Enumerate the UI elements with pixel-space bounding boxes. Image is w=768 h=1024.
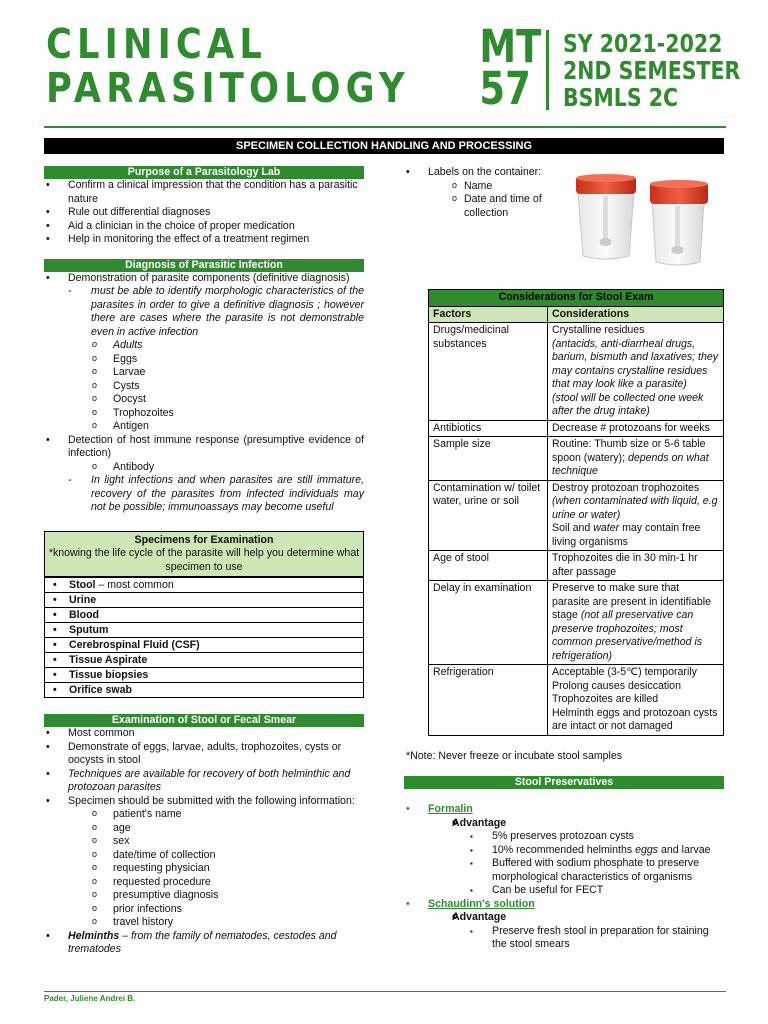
- consideration-text: water: [593, 522, 620, 534]
- course-code-line-1: MT: [479, 20, 542, 73]
- table-row: [429, 437, 724, 481]
- table-row: • Cerebrospinal Fluid (CSF): [45, 638, 364, 653]
- list-item: • Specimen should be submitted with the following information:: [44, 795, 364, 809]
- footer-rule: [44, 991, 726, 992]
- consideration-text: Helminth eggs and protozoan cysts are intact or not damaged: [552, 706, 718, 732]
- sub-item: o Eggs: [44, 353, 364, 367]
- list-item: • Demonstrate of eggs, larvae, adults, trophozoites, cysts or oocysts in stool: [44, 741, 364, 768]
- stool-exam-heading: Examination of Stool or Fecal Smear: [44, 714, 364, 727]
- table-row: • Tissue biopsies: [45, 668, 364, 683]
- consideration-text: Crystalline residues: [552, 324, 645, 336]
- consideration-cell: [548, 323, 724, 421]
- consideration-text: Trophozoites are killed: [552, 693, 659, 705]
- sub-item: o sex: [44, 835, 364, 849]
- cup-2: [650, 180, 708, 265]
- stool-exam-list: [44, 727, 364, 957]
- page-title: [46, 22, 469, 110]
- specimen-item: Cerebrospinal Fluid (CSF): [69, 639, 200, 651]
- cup-1: [576, 174, 636, 259]
- label-item: o Date and time of collection: [404, 193, 574, 220]
- sub-item: o Trophozoites: [44, 407, 364, 421]
- list-item: • Aid a clinician in the choice of proper medication: [44, 220, 364, 234]
- sub-item: o Larvae: [44, 366, 364, 380]
- semester: 2ND SEMESTER: [563, 56, 741, 85]
- advantage-item: ▪ Buffered with sodium phosphate to preserve morphological characteristics of organisms: [404, 857, 724, 884]
- note-item: - In light infections and when parasites are still immature, recovery of the parasites from infected individuals may not be possible; immunoassays may become useful: [44, 474, 364, 515]
- consideration-text: (not all preservative can preserve trophozoites; most common preservative/method is refrigeration): [552, 609, 703, 662]
- specimen-cups-image: [572, 170, 720, 270]
- specimen-item: Tissue biopsies: [69, 669, 149, 681]
- specimen-stool: Stool: [69, 579, 96, 591]
- list-item: • Demonstration of parasite components (definitive diagnosis): [44, 272, 364, 286]
- table-row: • Urine: [45, 593, 364, 608]
- table-row: • Tissue Aspirate: [45, 653, 364, 668]
- specimen-stool-note: – most common: [95, 579, 174, 591]
- consideration-cell: Trophozoites die in 30 min-1 hr after passage: [548, 551, 724, 581]
- formalin-item: [404, 803, 724, 817]
- table-row: • Sputum: [45, 623, 364, 638]
- sub-item: o date/time of collection: [44, 849, 364, 863]
- note-item: - must be able to identify morphologic characteristics of the parasites in order to give a definitive diagnosis ; however there are cases where the parasite is not demonstrable even in active infection: [44, 285, 364, 339]
- table-row: • Stool – most common: [45, 578, 364, 593]
- table-row: [429, 665, 724, 736]
- consideration-text: Acceptable (3-5℃) temporarily: [552, 666, 697, 678]
- advantage-item: ▪ 5% preserves protozoan cysts: [404, 830, 724, 844]
- sub-item: o Antigen: [44, 420, 364, 434]
- specimens-heading: Specimens for Examination: [134, 533, 274, 546]
- consideration-text: Soil and: [552, 522, 594, 534]
- specimen-item: Tissue Aspirate: [69, 654, 148, 666]
- sub-item: o patient's name: [44, 808, 364, 822]
- consideration-text: Destroy protozoan trophozoites: [552, 481, 700, 494]
- col-header-factors: Factors: [429, 306, 548, 323]
- helminths-desc: – from the family of nematodes, cestodes and trematodes: [68, 929, 337, 955]
- course-code: [474, 20, 542, 115]
- table-row: [429, 420, 724, 437]
- diagnosis-list: [44, 272, 364, 515]
- course-code-line-2: 57: [479, 62, 531, 115]
- advantage-label: o Advantage: [404, 911, 724, 925]
- consideration-cell: [548, 581, 724, 665]
- formalin-label: Formalin: [428, 803, 473, 815]
- specimen-item: Sputum: [69, 624, 109, 636]
- table-title-row: [429, 290, 724, 307]
- list-item: [44, 930, 364, 957]
- sub-item: o travel history: [44, 916, 364, 930]
- advantage-text: and larvae: [658, 843, 711, 856]
- main-heading: SPECIMEN COLLECTION HANDLING AND PROCESSING: [44, 138, 724, 154]
- factor-cell: Age of stool: [429, 551, 548, 581]
- sub-item: o presumptive diagnosis: [44, 889, 364, 903]
- table-row: [429, 323, 724, 421]
- factor-cell: Contamination w/ toilet water, urine or soil: [429, 480, 548, 551]
- consideration-text: (when contaminated with liquid, e.g urine or water): [552, 495, 718, 521]
- header-divider: [546, 30, 549, 110]
- factor-cell: Refrigeration: [429, 665, 548, 736]
- purpose-heading: Purpose of a Parasitology Lab: [44, 166, 364, 179]
- sub-item: o requested procedure: [44, 876, 364, 890]
- table-row: [429, 551, 724, 581]
- table-header-row: [429, 306, 724, 323]
- list-item: • Help in monitoring the effect of a treatment regimen: [44, 233, 364, 247]
- advantage-item: [404, 844, 724, 858]
- schaudinn-item: [404, 898, 724, 912]
- sub-item: o Adults: [44, 339, 364, 353]
- left-column: [44, 166, 364, 957]
- label-item: o Name: [404, 180, 574, 194]
- sub-item: o prior infections: [44, 903, 364, 917]
- factor-cell: Sample size: [429, 437, 548, 481]
- term-info: [563, 30, 768, 111]
- consideration-text: Preserve to make sure that parasite are present in identifiable stage: [552, 582, 712, 621]
- table-row: • Blood: [45, 608, 364, 623]
- specimens-header: [44, 531, 364, 578]
- specimen-item: Blood: [69, 609, 100, 621]
- preservatives-heading: Stool Preservatives: [404, 776, 724, 789]
- list-item: • Most common: [44, 727, 364, 741]
- factor-cell: Delay in examination: [429, 581, 548, 665]
- footer-author: Pader, Juliene Andrei B.: [44, 994, 136, 1003]
- labels-section: [404, 166, 574, 220]
- considerations-table: [428, 289, 724, 736]
- schaudinn-label: Schaudinn's solution: [428, 897, 535, 910]
- section: BSMLS 2C: [563, 83, 679, 112]
- specimens-subheading: *knowing the life cycle of the parasite will help you determine what specimen to use: [48, 547, 360, 573]
- consideration-text: Routine: Thumb size or 5-6 table spoon (watery);: [552, 438, 706, 464]
- labels-intro: • Labels on the container:: [404, 166, 574, 180]
- consideration-cell: [548, 480, 724, 551]
- sub-item: o Oocyst: [44, 393, 364, 407]
- consideration-cell: Decrease # protozoans for weeks: [548, 420, 724, 437]
- advantage-text: eggs: [635, 843, 659, 856]
- considerations-title: Considerations for Stool Exam: [429, 290, 724, 307]
- sub-item: o Antibody: [44, 461, 364, 475]
- advantage-label: o Advantage: [404, 817, 724, 831]
- title-line-1: CLINICAL: [46, 20, 268, 68]
- specimen-item: Orifice swab: [69, 684, 132, 696]
- table-row: [429, 480, 724, 551]
- consideration-cell: [548, 665, 724, 736]
- consideration-text: Prolong causes desiccation: [552, 679, 681, 692]
- diagnosis-heading: Diagnosis of Parasitic Infection: [44, 259, 364, 272]
- sub-item: o requesting physician: [44, 862, 364, 876]
- sub-item: o Cysts: [44, 380, 364, 394]
- specimens-table: [44, 531, 364, 699]
- factor-cell: Antibiotics: [429, 420, 548, 437]
- helminths-term: Helminths: [68, 929, 120, 942]
- list-item: • Detection of host immune response (presumptive evidence of infection): [44, 434, 364, 461]
- table-row: [429, 581, 724, 665]
- specimen-item: Urine: [69, 594, 97, 606]
- table-row: • Orifice swab: [45, 683, 364, 698]
- consideration-text: (stool will be collected one week after the drug intake): [552, 391, 704, 417]
- school-year: SY 2021-2022: [563, 29, 723, 58]
- list-item: • Rule out differential diagnoses: [44, 206, 364, 220]
- advantage-text: 10% recommended helminths: [492, 843, 636, 856]
- advantage-item: ▪ Can be useful for FECT: [404, 884, 724, 898]
- consideration-text: depends on what technique: [552, 451, 709, 477]
- advantage-item: ▪ Preserve fresh stool in preparation for staining the stool smears: [404, 925, 724, 952]
- freeze-note: *Note: Never freeze or incubate stool samples: [406, 750, 623, 762]
- title-line-2: PARASITOLOGY: [46, 64, 410, 112]
- header-rule: [44, 126, 726, 128]
- consideration-text: may contain free living organisms: [552, 522, 701, 548]
- preservatives-section: [404, 803, 724, 952]
- list-item: • Techniques are available for recovery of both helminthic and protozoan parasites: [44, 768, 364, 795]
- factor-cell: Drugs/medicinal substances: [429, 323, 548, 421]
- col-header-considerations: Considerations: [548, 306, 724, 323]
- consideration-text: (antacids, anti-diarrheal drugs, barium, bismuth and laxatives; they may contains crystalline residues that may look like a parasite): [552, 337, 719, 390]
- purpose-list: [44, 179, 364, 247]
- sub-item: o age: [44, 822, 364, 836]
- list-item: • Confirm a clinical impression that the condition has a parasitic nature: [44, 179, 364, 206]
- consideration-cell: [548, 437, 724, 481]
